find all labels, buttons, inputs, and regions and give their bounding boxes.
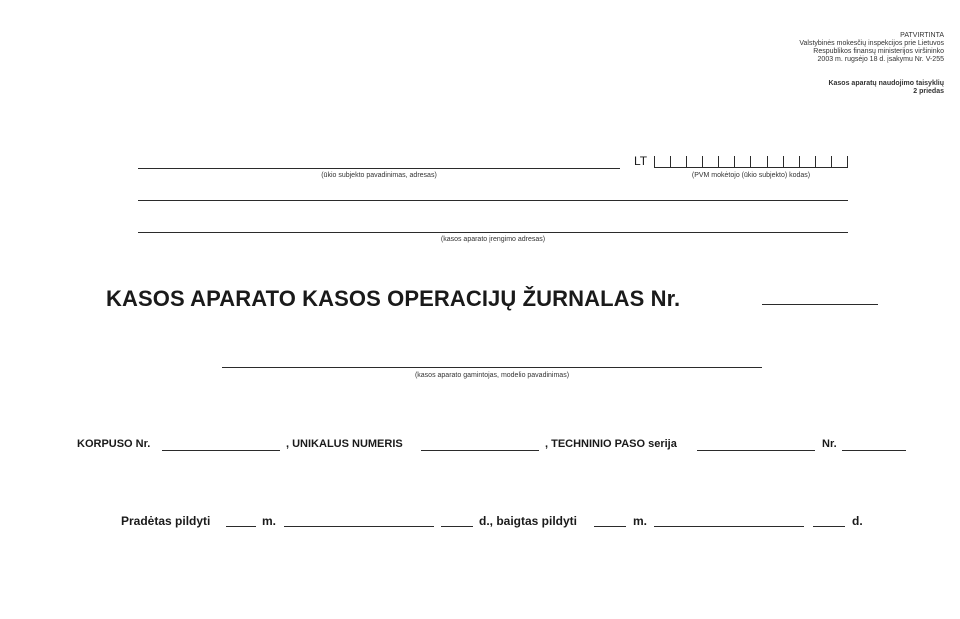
- end-day-line[interactable]: [813, 526, 845, 527]
- unique-number-line[interactable]: [421, 450, 539, 451]
- lt-label: LT: [634, 154, 648, 168]
- approval-header: [799, 32, 944, 64]
- entity-caption: (ūkio subjekto pavadinimas, adresas): [321, 172, 437, 179]
- case-number-label: KORPUSO Nr.: [77, 438, 151, 450]
- approval-ministry-line: Respublikos finansų ministerijos viršininko: [813, 48, 944, 55]
- vat-code-cell[interactable]: [686, 156, 702, 167]
- vat-code-cell[interactable]: [670, 156, 686, 167]
- unique-number-label: , UNIKALUS NUMERIS: [286, 438, 403, 450]
- start-month-label: m.: [262, 514, 277, 528]
- end-year-line[interactable]: [594, 526, 626, 527]
- passport-series-label: , TECHNINIO PASO serija: [545, 438, 677, 450]
- end-day-label: d.: [852, 514, 863, 528]
- manufacturer-caption: (kasos aparato gamintojas, modelio pavadinimas): [414, 372, 570, 379]
- approval-title: PATVIRTINTA: [900, 32, 944, 39]
- end-month-line[interactable]: [654, 526, 804, 527]
- approval-order-line: 2003 m. rugsėjo 18 d. įsakymu Nr. V-255: [817, 56, 944, 63]
- journal-title: [106, 286, 680, 312]
- annex-number: 2 priedas: [913, 88, 944, 95]
- install-address-caption: (kasos aparato įrengimo adresas): [440, 236, 546, 243]
- end-month-label: m.: [633, 514, 648, 528]
- vat-code-cell[interactable]: [750, 156, 766, 167]
- approval-authority-line: Valstybinės mokesčių inspekcijos prie Lietuvos: [799, 40, 944, 47]
- finished-label: d., baigtas pildyti: [479, 514, 578, 528]
- vat-code-cell[interactable]: [815, 156, 831, 167]
- annex-header: [828, 80, 944, 96]
- vat-code-cell[interactable]: [831, 156, 848, 167]
- passport-nr-label: Nr.: [822, 438, 837, 450]
- vat-code-boxes[interactable]: [654, 156, 848, 168]
- start-month-line[interactable]: [284, 526, 434, 527]
- vat-code-cell[interactable]: [718, 156, 734, 167]
- vat-code-cell[interactable]: [799, 156, 815, 167]
- rules-title: Kasos aparatų naudojimo taisyklių: [828, 80, 944, 87]
- vat-code-cell[interactable]: [734, 156, 750, 167]
- entity-address-line[interactable]: [138, 200, 848, 201]
- started-label: Pradėtas pildyti: [121, 514, 211, 528]
- vat-code-cell[interactable]: [654, 156, 670, 167]
- passport-nr-line[interactable]: [842, 450, 906, 451]
- case-number-line[interactable]: [162, 450, 280, 451]
- install-address-line[interactable]: [138, 232, 848, 233]
- start-year-line[interactable]: [226, 526, 256, 527]
- vat-code-cell[interactable]: [702, 156, 718, 167]
- manufacturer-line[interactable]: [222, 367, 762, 368]
- vat-code-cell[interactable]: [767, 156, 783, 167]
- journal-title-text: KASOS APARATO KASOS OPERACIJŲ ŽURNALAS Nr.: [106, 286, 681, 311]
- vat-caption: (PVM mokėtojo (ūkio subjekto) kodas): [691, 172, 811, 179]
- passport-series-line[interactable]: [697, 450, 815, 451]
- vat-code-cell[interactable]: [783, 156, 799, 167]
- entity-name-line[interactable]: [138, 168, 620, 169]
- start-day-line[interactable]: [441, 526, 473, 527]
- journal-number-line[interactable]: [762, 304, 878, 305]
